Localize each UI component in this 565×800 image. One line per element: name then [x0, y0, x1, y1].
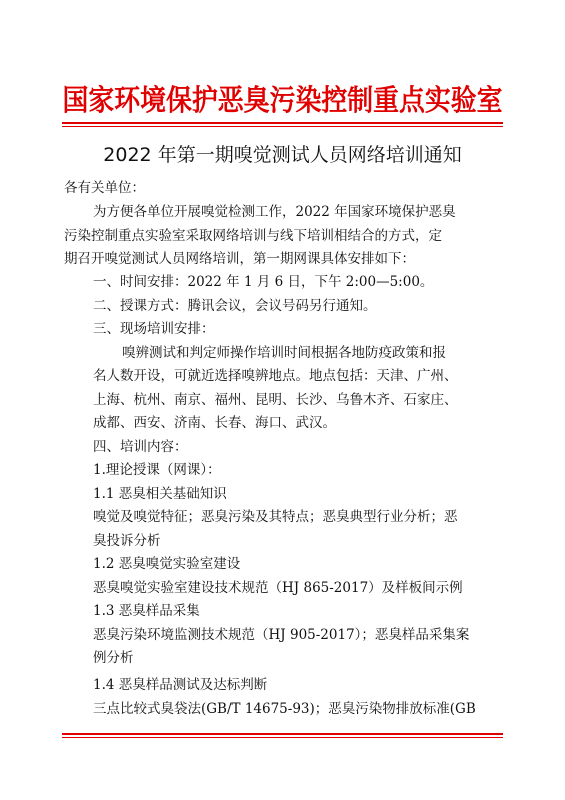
notice-line-time: 一、时间安排：2022 年 1 月 6 日，下午 2:00—5:00。	[93, 274, 434, 290]
notice-line-intro-2: 污染控制重点实验室采取网络培训与线下培训相结合的方式，定	[64, 228, 442, 244]
notice-line-1-3-detail-2: 例分析	[93, 650, 134, 666]
notice-line-onsite-4: 成都、西安、济南、长春、海口、武汉。	[93, 415, 336, 431]
header-org-name: 国家环境保护恶臭污染控制重点实验室	[62, 83, 503, 117]
notice-line-1-4-detail: 三点比较式臭袋法(GB/T 14675-93)；恶臭污染物排放标准(GB	[93, 701, 476, 717]
footer-rule-thin	[62, 737, 503, 738]
footer-rule-thick	[62, 733, 503, 735]
notice-title: 2022 年第一期嗅觉测试人员网络培训通知	[103, 144, 462, 166]
notice-line-1-2: 1.2 恶臭嗅觉实验室建设	[93, 556, 241, 572]
notice-line-onsite-heading: 三、现场培训安排：	[93, 321, 215, 337]
notice-line-onsite-1: 嗅辨测试和判定师操作培训时间根据各地防疫政策和报	[122, 345, 446, 361]
notice-line-intro-3: 期召开嗅觉测试人员网络培训，第一期网课具体安排如下：	[64, 251, 415, 267]
notice-line-onsite-2: 名人数开设，可就近选择嗅辨地点。地点包括：天津、广州、	[93, 368, 458, 384]
notice-line-1-1-detail-1: 嗅觉及嗅觉特征；恶臭污染及其特点；恶臭典型行业分析；恶	[93, 509, 458, 525]
notice-line-theory: 1.理论授课（网课）：	[93, 462, 221, 478]
notice-line-1-1-detail-2: 臭投诉分析	[93, 533, 161, 549]
notice-line-content-heading: 四、培训内容：	[93, 439, 188, 455]
header-rule-thick	[62, 122, 503, 124]
notice-line-1-3: 1.3 恶臭样品采集	[93, 603, 200, 619]
notice-line-onsite-3: 上海、杭州、南京、福州、昆明、长沙、乌鲁木齐、石家庄、	[93, 392, 458, 408]
notice-line-intro-1: 为方便各单位开展嗅觉检测工作，2022 年国家环境保护恶臭	[93, 204, 456, 220]
notice-line-1-2-detail: 恶臭嗅觉实验室建设技术规范（HJ 865-2017）及样板间示例	[93, 580, 463, 596]
header-rule-thin	[62, 126, 503, 127]
notice-line-1-1: 1.1 恶臭相关基础知识	[93, 486, 227, 502]
notice-line-method: 二、授课方式：腾讯会议，会议号码另行通知。	[93, 298, 377, 314]
notice-line-1-3-detail-1: 恶臭污染环境监测技术规范（HJ 905-2017）；恶臭样品采集案	[93, 627, 470, 643]
notice-line-salutation: 各有关单位：	[64, 180, 145, 196]
notice-line-1-4: 1.4 恶臭样品测试及达标判断	[93, 677, 268, 693]
